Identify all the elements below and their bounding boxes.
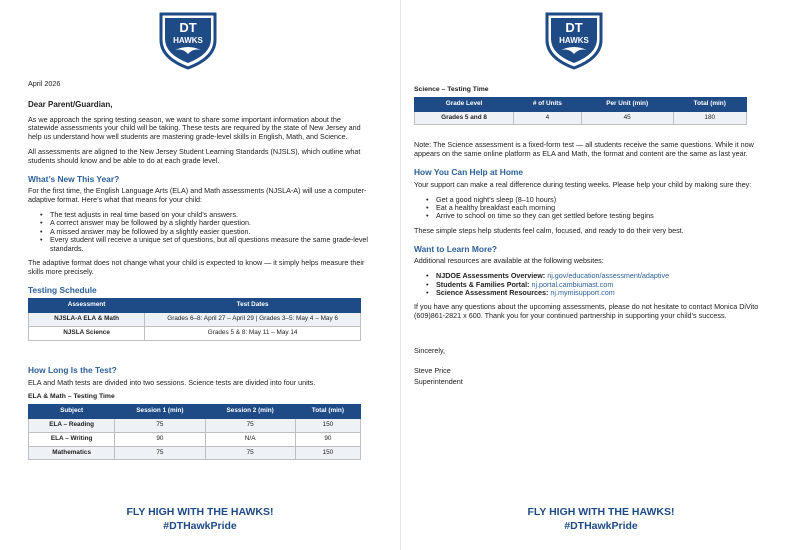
- resource-label: NJDOE Assessments Overview:: [436, 271, 546, 281]
- signer-title: Superintendent: [414, 376, 463, 386]
- table-header: Session 1 (min): [115, 405, 205, 419]
- table-header: # of Units: [514, 97, 582, 111]
- letter-date: April 2026: [28, 79, 61, 88]
- table-cell: 90: [115, 432, 205, 446]
- science-note: Note: The Science assessment is a fixed-form test — all students receive the same questions. While it now appears on the same online platform as ELA and Math, the format and content are the same as last year.: [414, 140, 754, 159]
- resource-links-list: [426, 272, 769, 297]
- learn-more-heading: Want to Learn More?: [414, 243, 497, 254]
- letter-body-right: [414, 82, 769, 391]
- footer-hashtag: #DTHawkPride: [163, 520, 237, 532]
- table-cell: 180: [673, 111, 747, 125]
- table-row: [29, 446, 361, 460]
- list-item: • Get a good night’s sleep (8–10 hours): [426, 196, 769, 204]
- letter-body-left: [28, 80, 373, 466]
- whats-new-text: For the first time, the English Language Arts (ELA) and Math assessments (NJSLA-A) will use a computer-adaptive format. Here’s what that means for your child:: [28, 186, 367, 205]
- table-cell: 150: [295, 418, 360, 432]
- footer-slogan: [401, 505, 800, 533]
- table-cell: Mathematics: [29, 446, 115, 460]
- testing-schedule-table: [28, 298, 361, 340]
- table-cell: ELA – Reading: [29, 418, 115, 432]
- table-cell: 75: [205, 418, 295, 432]
- table-row: [29, 432, 361, 446]
- list-item: • The test adjusts in real time based on your child’s answers.: [40, 211, 373, 219]
- svg-text:HAWKS: HAWKS: [173, 36, 203, 45]
- table-cell: 4: [514, 111, 582, 125]
- dt-hawks-logo: [153, 10, 223, 70]
- table-cell: 75: [205, 446, 295, 460]
- table-header: Total (min): [673, 97, 747, 111]
- svg-text:DT: DT: [179, 20, 197, 35]
- table-header: Assessment: [29, 299, 145, 313]
- list-item: • Eat a healthy breakfast each morning: [426, 204, 769, 212]
- help-at-home-closing: These simple steps help students feel calm, focused, and ready to do their very best.: [414, 225, 684, 235]
- dt-hawks-logo: [539, 10, 609, 70]
- table-cell: 75: [115, 418, 205, 432]
- ela-math-time-table: [28, 404, 361, 460]
- whats-new-heading: What’s New This Year?: [28, 173, 120, 184]
- help-at-home-list: [426, 196, 769, 221]
- table-cell: Grades 5 & 8: May 11 – May 14: [145, 326, 361, 340]
- table-cell: 45: [581, 111, 673, 125]
- table-header: Per Unit (min): [581, 97, 673, 111]
- table-header: Grade Level: [415, 97, 514, 111]
- table-header: Total (min): [295, 405, 360, 419]
- table-row: [415, 111, 747, 125]
- list-item: • Arrive to school on time so they can get settled before testing begins: [426, 212, 769, 220]
- svg-text:DT: DT: [565, 20, 583, 35]
- resource-link-njdoe[interactable]: nj.gov/education/assessment/adaptive: [547, 271, 670, 281]
- footer-slogan-line-1: FLY HIGH WITH THE HAWKS!: [126, 506, 274, 518]
- resource-label: Students & Families Portal:: [436, 279, 530, 289]
- table-row: [29, 326, 361, 340]
- table-header: Test Dates: [145, 299, 361, 313]
- table-cell: N/A: [205, 432, 295, 446]
- resource-link-science[interactable]: nj.mymisupport.com: [550, 288, 615, 297]
- testing-schedule-heading: Testing Schedule: [28, 284, 97, 295]
- table-cell: Grades 5 and 8: [415, 111, 514, 125]
- help-at-home-heading: How You Can Help at Home: [414, 166, 524, 177]
- footer-slogan-line-1: FLY HIGH WITH THE HAWKS!: [527, 506, 675, 518]
- list-item: • Every student will receive a unique set of questions, but all questions measure the same grade-level standards.: [40, 236, 373, 253]
- footer-slogan: [0, 505, 400, 533]
- table-row: [29, 313, 361, 327]
- table-row: [29, 418, 361, 432]
- table-header: Subject: [29, 405, 115, 419]
- table-cell: 150: [295, 446, 360, 460]
- intro-paragraph-2: All assessments are aligned to the New Jersey Student Learning Standards (NJSLS), which outline what students should know and be able to do at each grade level.: [28, 146, 361, 165]
- footer-hashtag: #DTHawkPride: [564, 520, 638, 532]
- signature-block: [414, 347, 769, 386]
- sign-off: Sincerely,: [414, 346, 446, 355]
- list-item: • A correct answer may be followed by a slightly harder question.: [40, 219, 373, 227]
- table-cell: ELA – Writing: [29, 432, 115, 446]
- table-header: Session 2 (min): [205, 405, 295, 419]
- contact-paragraph: If you have any questions about the upcoming assessments, please do not hesitate to contact Monica DiVito (609)861-2821 x 600. Thank you for your continued partnership in supporting your child’s success.: [414, 302, 759, 321]
- signer-name: Steve Price: [414, 365, 451, 375]
- resource-label: Science Assessment Resources:: [436, 288, 549, 297]
- table-cell: 75: [115, 446, 205, 460]
- table-cell: NJSLA Science: [29, 326, 145, 340]
- help-at-home-text: Your support can make a real difference during testing weeks. Please help your child by making sure they:: [414, 179, 752, 189]
- science-table-title: Science – Testing Time: [414, 86, 489, 93]
- table-cell: Grades 6–8: April 27 – April 29 | Grades 3–5: May 4 – May 6: [145, 313, 361, 327]
- list-item: • A missed answer may be followed by a slightly easier question.: [40, 228, 373, 236]
- table-cell: NJSLA-A ELA & Math: [29, 313, 145, 327]
- resource-link-portal[interactable]: nj.portal.cambiumast.com: [531, 279, 614, 289]
- svg-text:HAWKS: HAWKS: [559, 36, 589, 45]
- ela-math-table-title: ELA & Math – Testing Time: [28, 393, 115, 401]
- learn-more-text: Additional resources are available at the following websites:: [414, 256, 604, 266]
- test-length-heading: How Long Is the Test?: [28, 364, 117, 375]
- list-item: [426, 289, 769, 297]
- whats-new-closing: The adaptive format does not change what your child is expected to know — it simply helps measure their skills more precisely.: [28, 258, 365, 276]
- test-length-text: ELA and Math tests are divided into two sessions. Science tests are divided into four units.: [28, 377, 316, 387]
- whats-new-list: [40, 211, 373, 253]
- letter-page-2: [400, 0, 800, 550]
- table-cell: 90: [295, 432, 360, 446]
- salutation: Dear Parent/Guardian,: [28, 99, 113, 109]
- science-time-table: [414, 97, 747, 126]
- intro-paragraph-1: As we approach the spring testing season, we want to share some important information about the statewide assessments your child will be taking. These tests are required by the state of New Jersey and help us understand how well students are mastering grade-level skills in English, Math, and Science.: [28, 114, 361, 142]
